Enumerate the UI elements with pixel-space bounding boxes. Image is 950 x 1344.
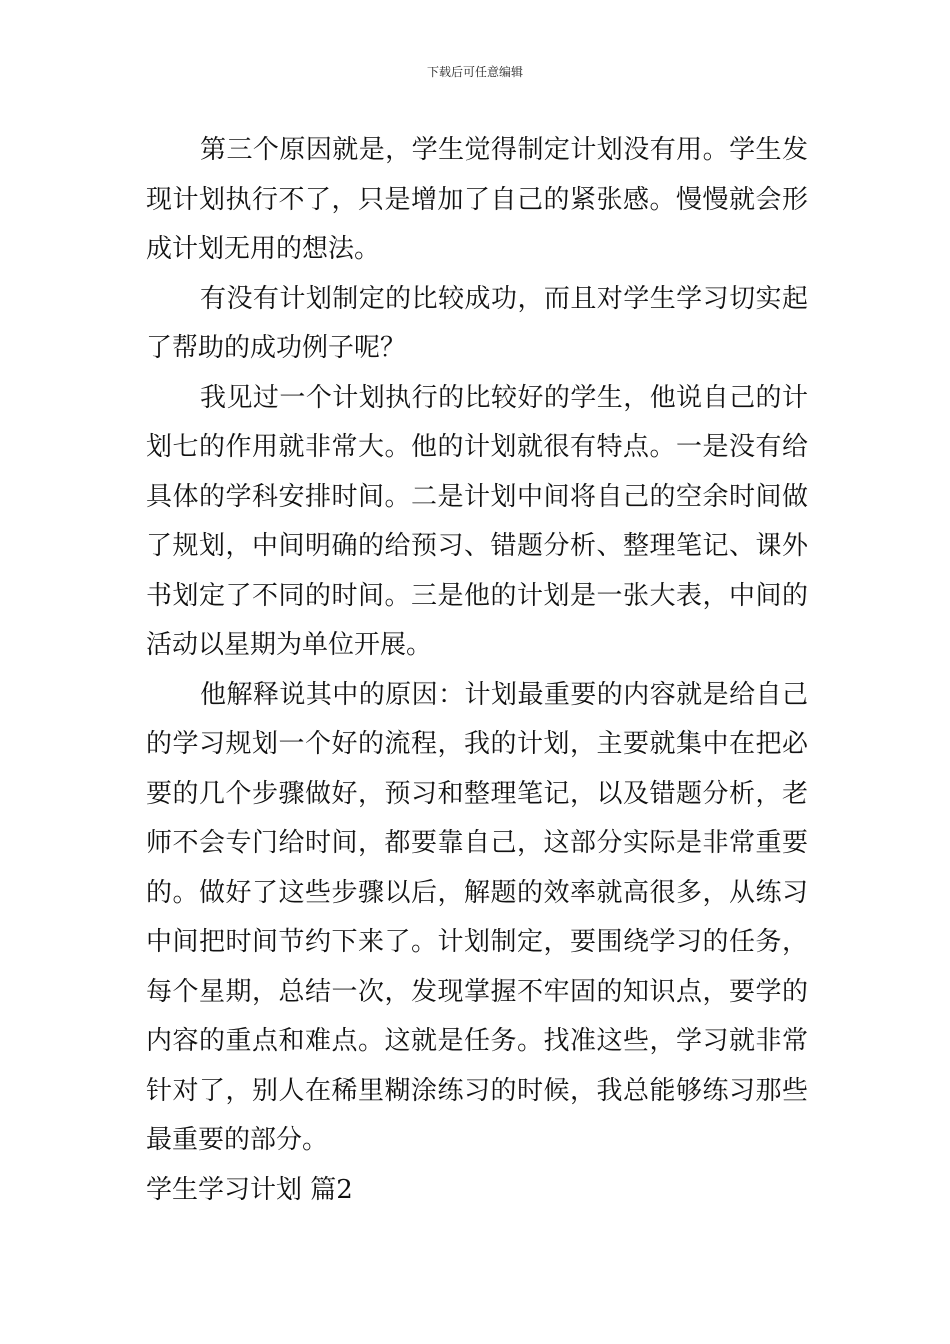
- section-heading: 学生学习计划 篇2: [146, 1174, 353, 1205]
- header-note: 下载后可任意编辑: [426, 65, 523, 79]
- paragraph-3: 我见过一个计划执行的比较好的学生，他说自己的计划七的作用就非常大。他的计划就很有特点。一是没有给具体的学科安排时间。二是计划中间将自己的空余时间做了规划，中间明确的给预习、错题分析、整理笔记、课外书划定了不同的时间。三是他的计划是一张大表，中间的活动以星期为单位开展。: [146, 382, 808, 660]
- document-body: [146, 126, 808, 1215]
- paragraph-4: 他解释说其中的原因：计划最重要的内容就是给自己的学习规划一个好的流程，我的计划，主要就集中在把必要的几个步骤做好，预习和整理笔记，以及错题分析，老师不会专门给时间，都要靠自己，这部分实际是非常重要的。做好了这些步骤以后，解题的效率就高很多，从练习中间把时间节约下来了。计划制定，要围绕学习的任务，每个星期，总结一次，发现掌握不牢固的知识点，要学的内容的重点和难点。这就是任务。找准这些，学习就非常针对了，别人在稀里糊涂练习的时候，我总能够练习那些最重要的部分。: [146, 679, 808, 1155]
- paragraph-2: 有没有计划制定的比较成功，而且对学生学习切实起了帮助的成功例子呢？: [146, 283, 808, 363]
- paragraph-1: 第三个原因就是，学生觉得制定计划没有用。学生发现计划执行不了，只是增加了自己的紧张感。慢慢就会形成计划无用的想法。: [146, 135, 808, 264]
